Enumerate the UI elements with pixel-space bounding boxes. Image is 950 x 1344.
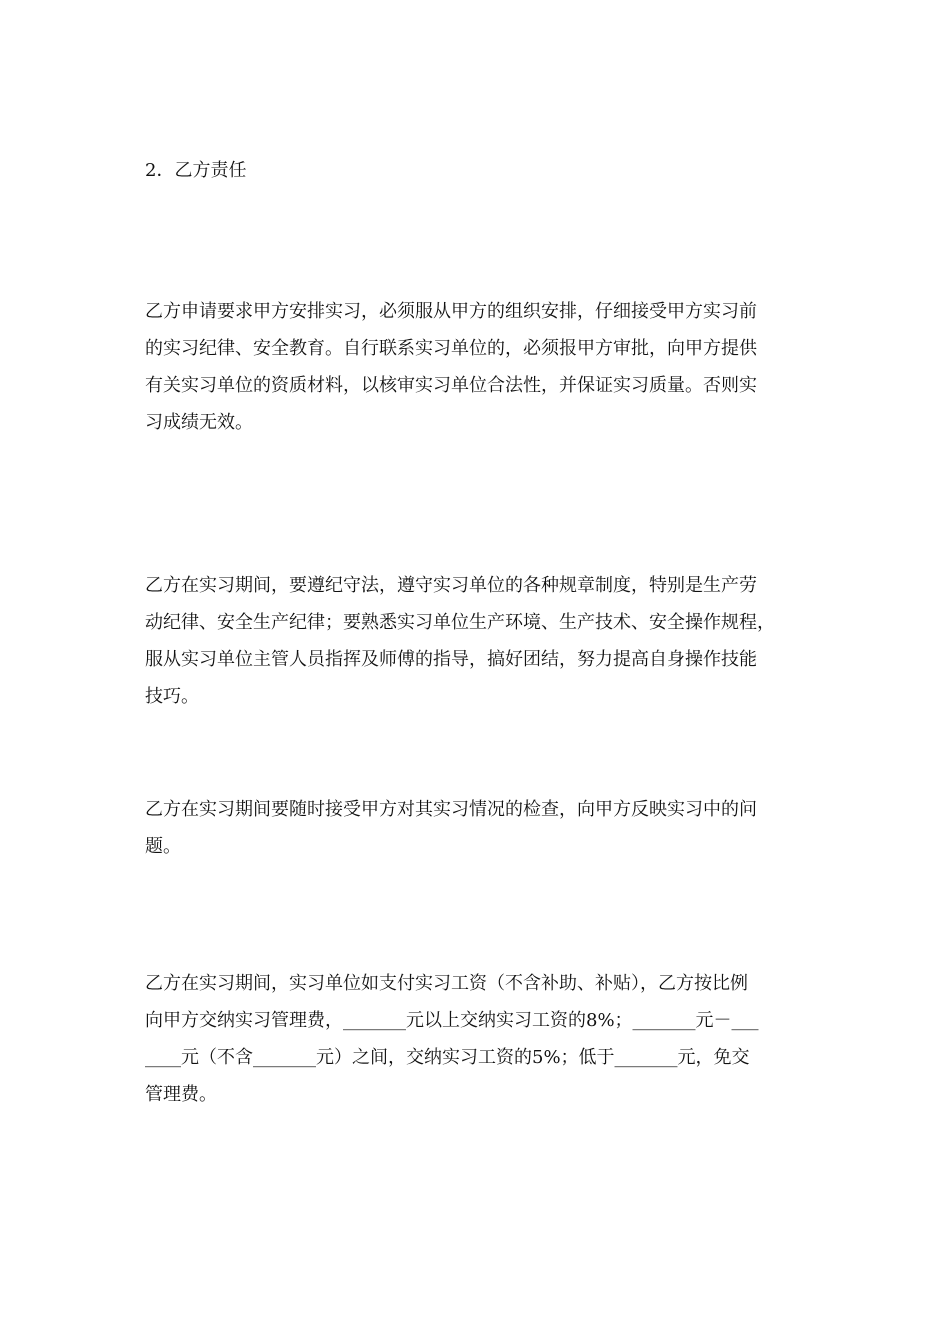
paragraph-management-fee xyxy=(145,965,810,1113)
paragraph-line: 有关实习单位的资质材料，以核审实习单位合法性，并保证实习质量。否则实 xyxy=(145,375,757,396)
paragraph-line: 乙方申请要求甲方安排实习，必须服从甲方的组织安排，仔细接受甲方实习前 xyxy=(145,301,757,322)
paragraph-line: 管理费。 xyxy=(145,1084,217,1105)
paragraph-line: 向甲方交纳实习管理费，_______元以上交纳实习工资的8%；_______元－___ xyxy=(145,1010,759,1031)
paragraph-line: 动纪律、安全生产纪律；要熟悉实习单位生产环境、生产技术、安全操作规程， xyxy=(145,612,775,633)
section-heading: 2．乙方责任 xyxy=(145,160,247,181)
paragraph-line: 乙方在实习期间，要遵纪守法，遵守实习单位的各种规章制度，特别是生产劳 xyxy=(145,575,757,596)
paragraph-line: 服从实习单位主管人员指挥及师傅的指导，搞好团结，努力提高自身操作技能 xyxy=(145,649,757,670)
paragraph-application xyxy=(145,293,810,441)
paragraph-line: ____元（不含_______元）之间，交纳实习工资的5%；低于_______元，免交 xyxy=(145,1047,750,1068)
paragraph-line: 的实习纪律、安全教育。自行联系实习单位的，必须报甲方审批，向甲方提供 xyxy=(145,338,757,359)
paragraph-line: 技巧。 xyxy=(145,686,199,707)
paragraph-discipline xyxy=(145,567,810,715)
paragraph-line: 乙方在实习期间，实习单位如支付实习工资（不含补助、补贴），乙方按比例 xyxy=(145,973,748,994)
paragraph-line: 乙方在实习期间要随时接受甲方对其实习情况的检查，向甲方反映实习中的问 xyxy=(145,799,757,820)
paragraph-line: 习成绩无效。 xyxy=(145,412,253,433)
paragraph-line: 题。 xyxy=(145,836,181,857)
paragraph-inspection xyxy=(145,791,810,865)
